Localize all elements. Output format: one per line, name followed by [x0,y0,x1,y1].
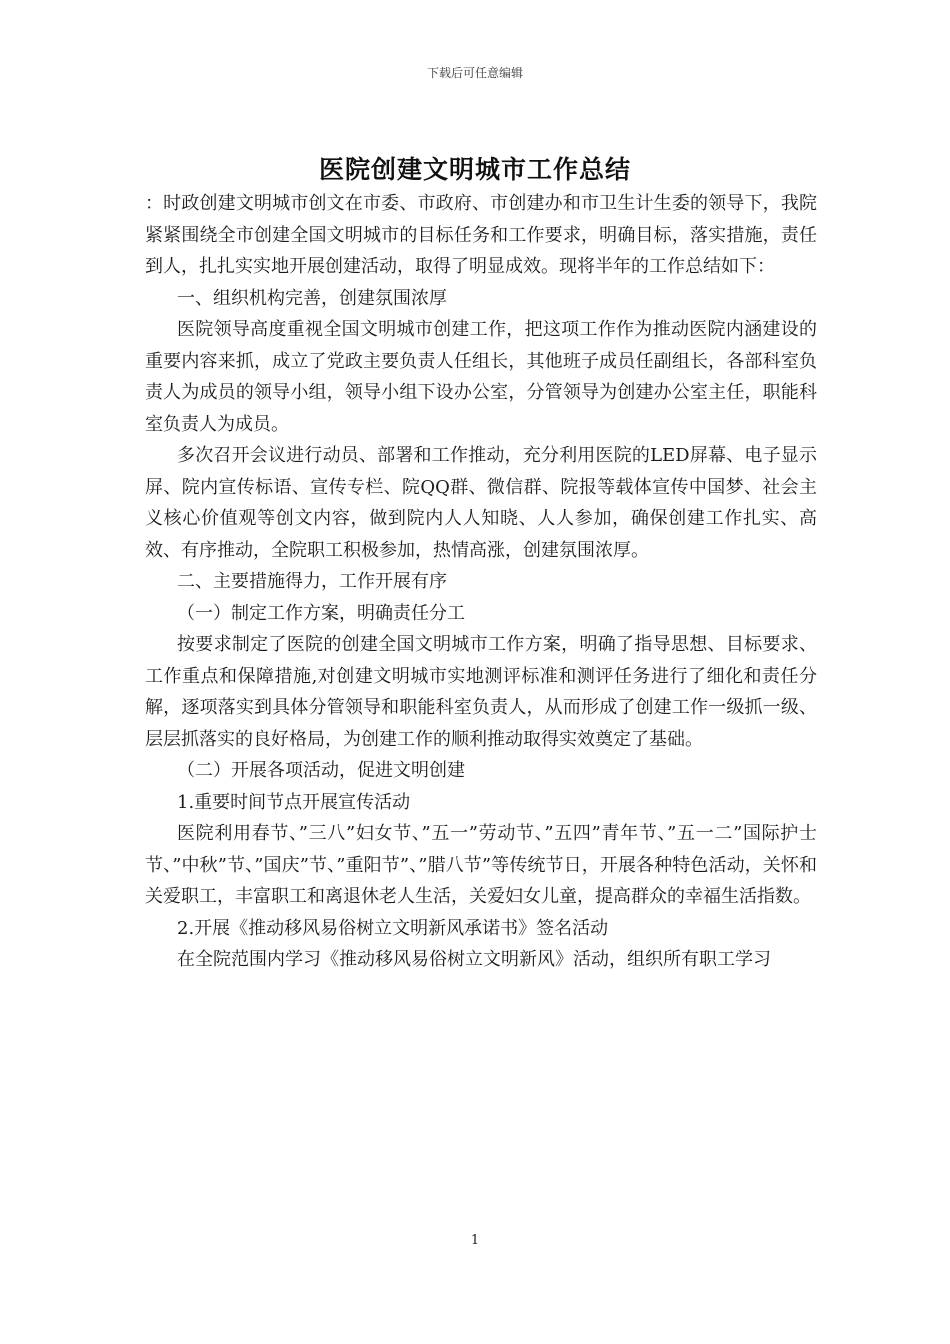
item-heading: 2.开展《推动移风易俗树立文明新风承诺书》签名活动 [177,917,609,939]
document-body [145,188,817,976]
paragraph: 在全院范围内学习《推动移风易俗树立文明新风》活动，组织所有职工学习 [177,949,771,970]
item-heading: 1.重要时间节点开展宣传活动 [177,791,411,813]
paragraph: ：时政创建文明城市创文在市委、市政府、市创建办和市卫生计生委的领导下，我院紧紧围绕全市创建全国文明城市的目标任务和工作要求，明确目标，落实措施，责任到人，扎扎实实地开展创建活动，取得了明显成效。现将半年的工作总结如下： [145,193,817,277]
subsection-heading: （二）开展各项活动，促进文明创建 [177,760,465,781]
paragraph: 医院领导高度重视全国文明城市创建工作，把这项工作作为推动医院内涵建设的重要内容来抓，成立了党政主要负责人任组长，其他班子成员任副组长，各部科室负责人为成员的领导小组，领导小组下设办公室，分管领导为创建办公室主任，职能科室负责人为成员。 [145,319,817,435]
page-header: 下载后可任意编辑 [426,66,523,80]
paragraph: 多次召开会议进行动员、部署和工作推动，充分利用医院的LED屏幕、电子显示屏、院内宣传标语、宣传专栏、院QQ群、微信群、院报等载体宣传中国梦、社会主义核心价值观等创文内容，做到院内人人知晓、人人参加，确保创建工作扎实、高效、有序推动，全院职工积极参加，热情高涨，创建氛围浓厚。 [145,445,817,561]
page-number: 1 [470,1233,480,1248]
section-heading: 二、主要措施得力，工作开展有序 [177,571,447,592]
paragraph: 医院利用春节、”三八”妇女节、”五一”劳动节、”五四”青年节、”五一二”国际护士节、”中秋”节、”国庆”节、”重阳节”、”腊八节”等传统节日，开展各种特色活动，关怀和关爱职工，丰富职工和离退休老人生活，关爱妇女儿童，提高群众的幸福生活指数。 [145,823,817,907]
paragraph: 按要求制定了医院的创建全国文明城市工作方案，明确了指导思想、目标要求、工作重点和保障措施,对创建文明城市实地测评标准和测评任务进行了细化和责任分解，逐项落实到具体分管领导和职能科室负责人，从而形成了创建工作一级抓一级、层层抓落实的良好格局，为创建工作的顺利推动取得实效奠定了基础。 [145,634,817,750]
document-title: 医院创建文明城市工作总结 [318,155,631,184]
subsection-heading: （一）制定工作方案，明确责任分工 [177,602,465,624]
section-heading: 一、组织机构完善，创建氛围浓厚 [177,287,447,309]
